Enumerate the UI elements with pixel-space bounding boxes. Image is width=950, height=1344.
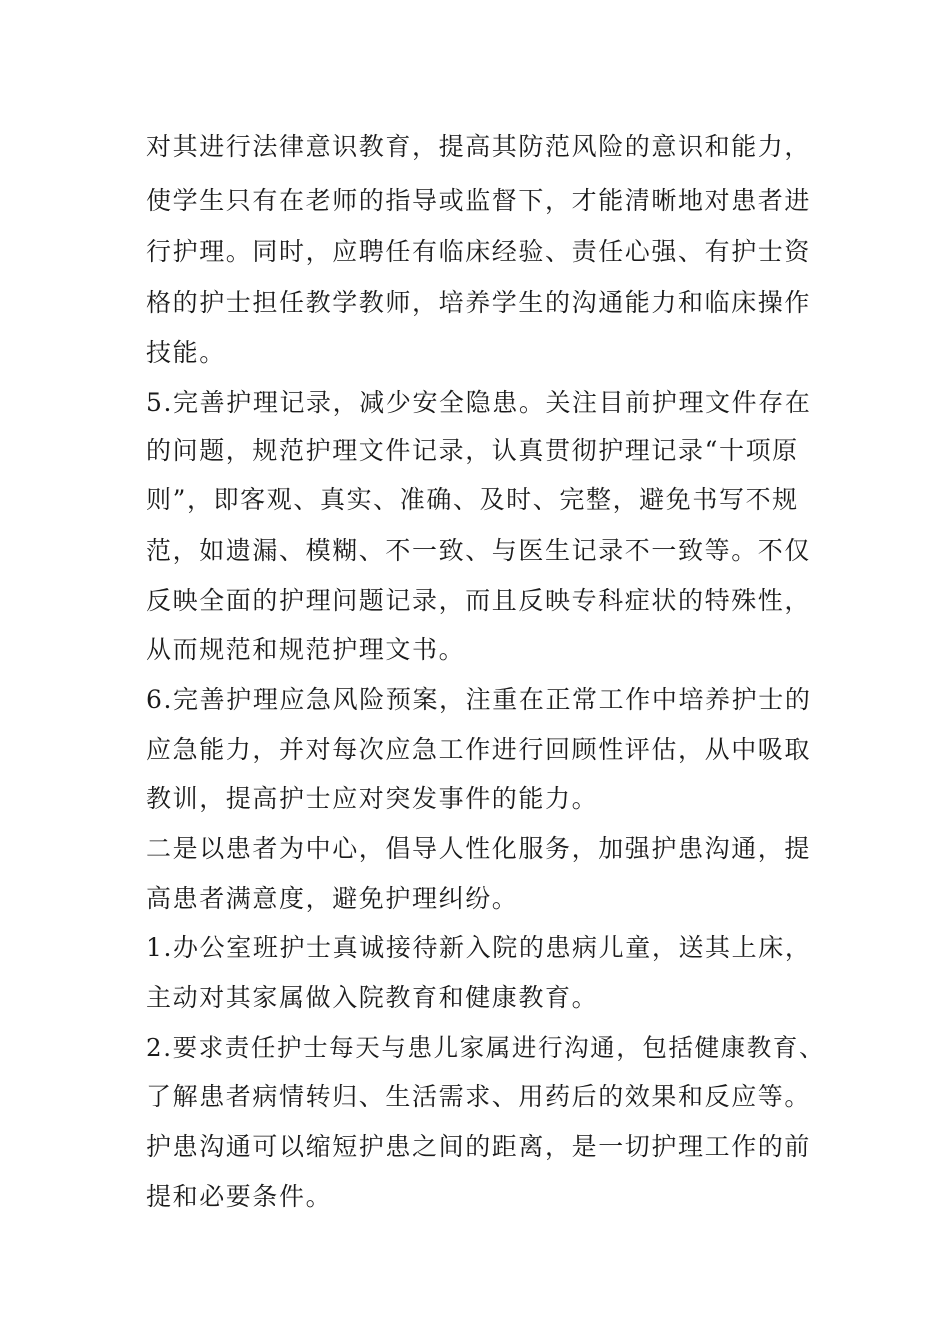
text-line-19: 2.要求责任护士每天与患儿家属进行沟通，包括健康教育、 — [146, 1033, 826, 1062]
text-line-10: 反映全面的护理问题记录，而且反映专科症状的特殊性， — [146, 586, 812, 615]
text-line-17: 1.办公室班护士真诚接待新入院的患病儿童，送其上床， — [146, 933, 812, 962]
text-line-18: 主动对其家属做入院教育和健康教育。 — [146, 983, 599, 1012]
text-line-11: 从而规范和规范护理文书。 — [146, 635, 466, 664]
text-line-1: 对其进行法律意识教育，提高其防范风险的意识和能力， — [146, 132, 812, 161]
text-line-22: 提和必要条件。 — [146, 1182, 333, 1211]
text-line-5: 技能。 — [146, 338, 226, 367]
text-line-13: 应急能力，并对每次应急工作进行回顾性评估，从中吸取 — [146, 735, 812, 764]
text-line-6: 5.完善护理记录，减少安全隐患。关注目前护理文件存在 — [146, 388, 812, 417]
text-line-9: 范，如遗漏、模糊、不一致、与医生记录不一致等。不仅 — [146, 536, 812, 565]
text-line-20: 了解患者病情转归、生活需求、用药后的效果和反应等。 — [146, 1082, 812, 1111]
text-line-7: 的问题，规范护理文件记录，认真贯彻护理记录“十项原 — [146, 436, 799, 465]
text-line-8: 则”，即客观、真实、准确、及时、完整，避免书写不规 — [146, 485, 799, 514]
text-line-3: 行护理。同时，应聘任有临床经验、责任心强、有护士资 — [146, 237, 812, 266]
text-line-4: 格的护士担任教学教师，培养学生的沟通能力和临床操作 — [146, 288, 812, 317]
text-line-14: 教训，提高护士应对突发事件的能力。 — [146, 784, 599, 813]
text-line-2: 使学生只有在老师的指导或监督下，才能清晰地对患者进 — [146, 186, 812, 215]
text-line-15: 二是以患者为中心，倡导人性化服务，加强护患沟通，提 — [146, 834, 812, 863]
text-line-16: 高患者满意度，避免护理纠纷。 — [146, 884, 519, 913]
text-line-21: 护患沟通可以缩短护患之间的距离，是一切护理工作的前 — [146, 1132, 812, 1161]
text-line-12: 6.完善护理应急风险预案，注重在正常工作中培养护士的 — [146, 685, 812, 714]
